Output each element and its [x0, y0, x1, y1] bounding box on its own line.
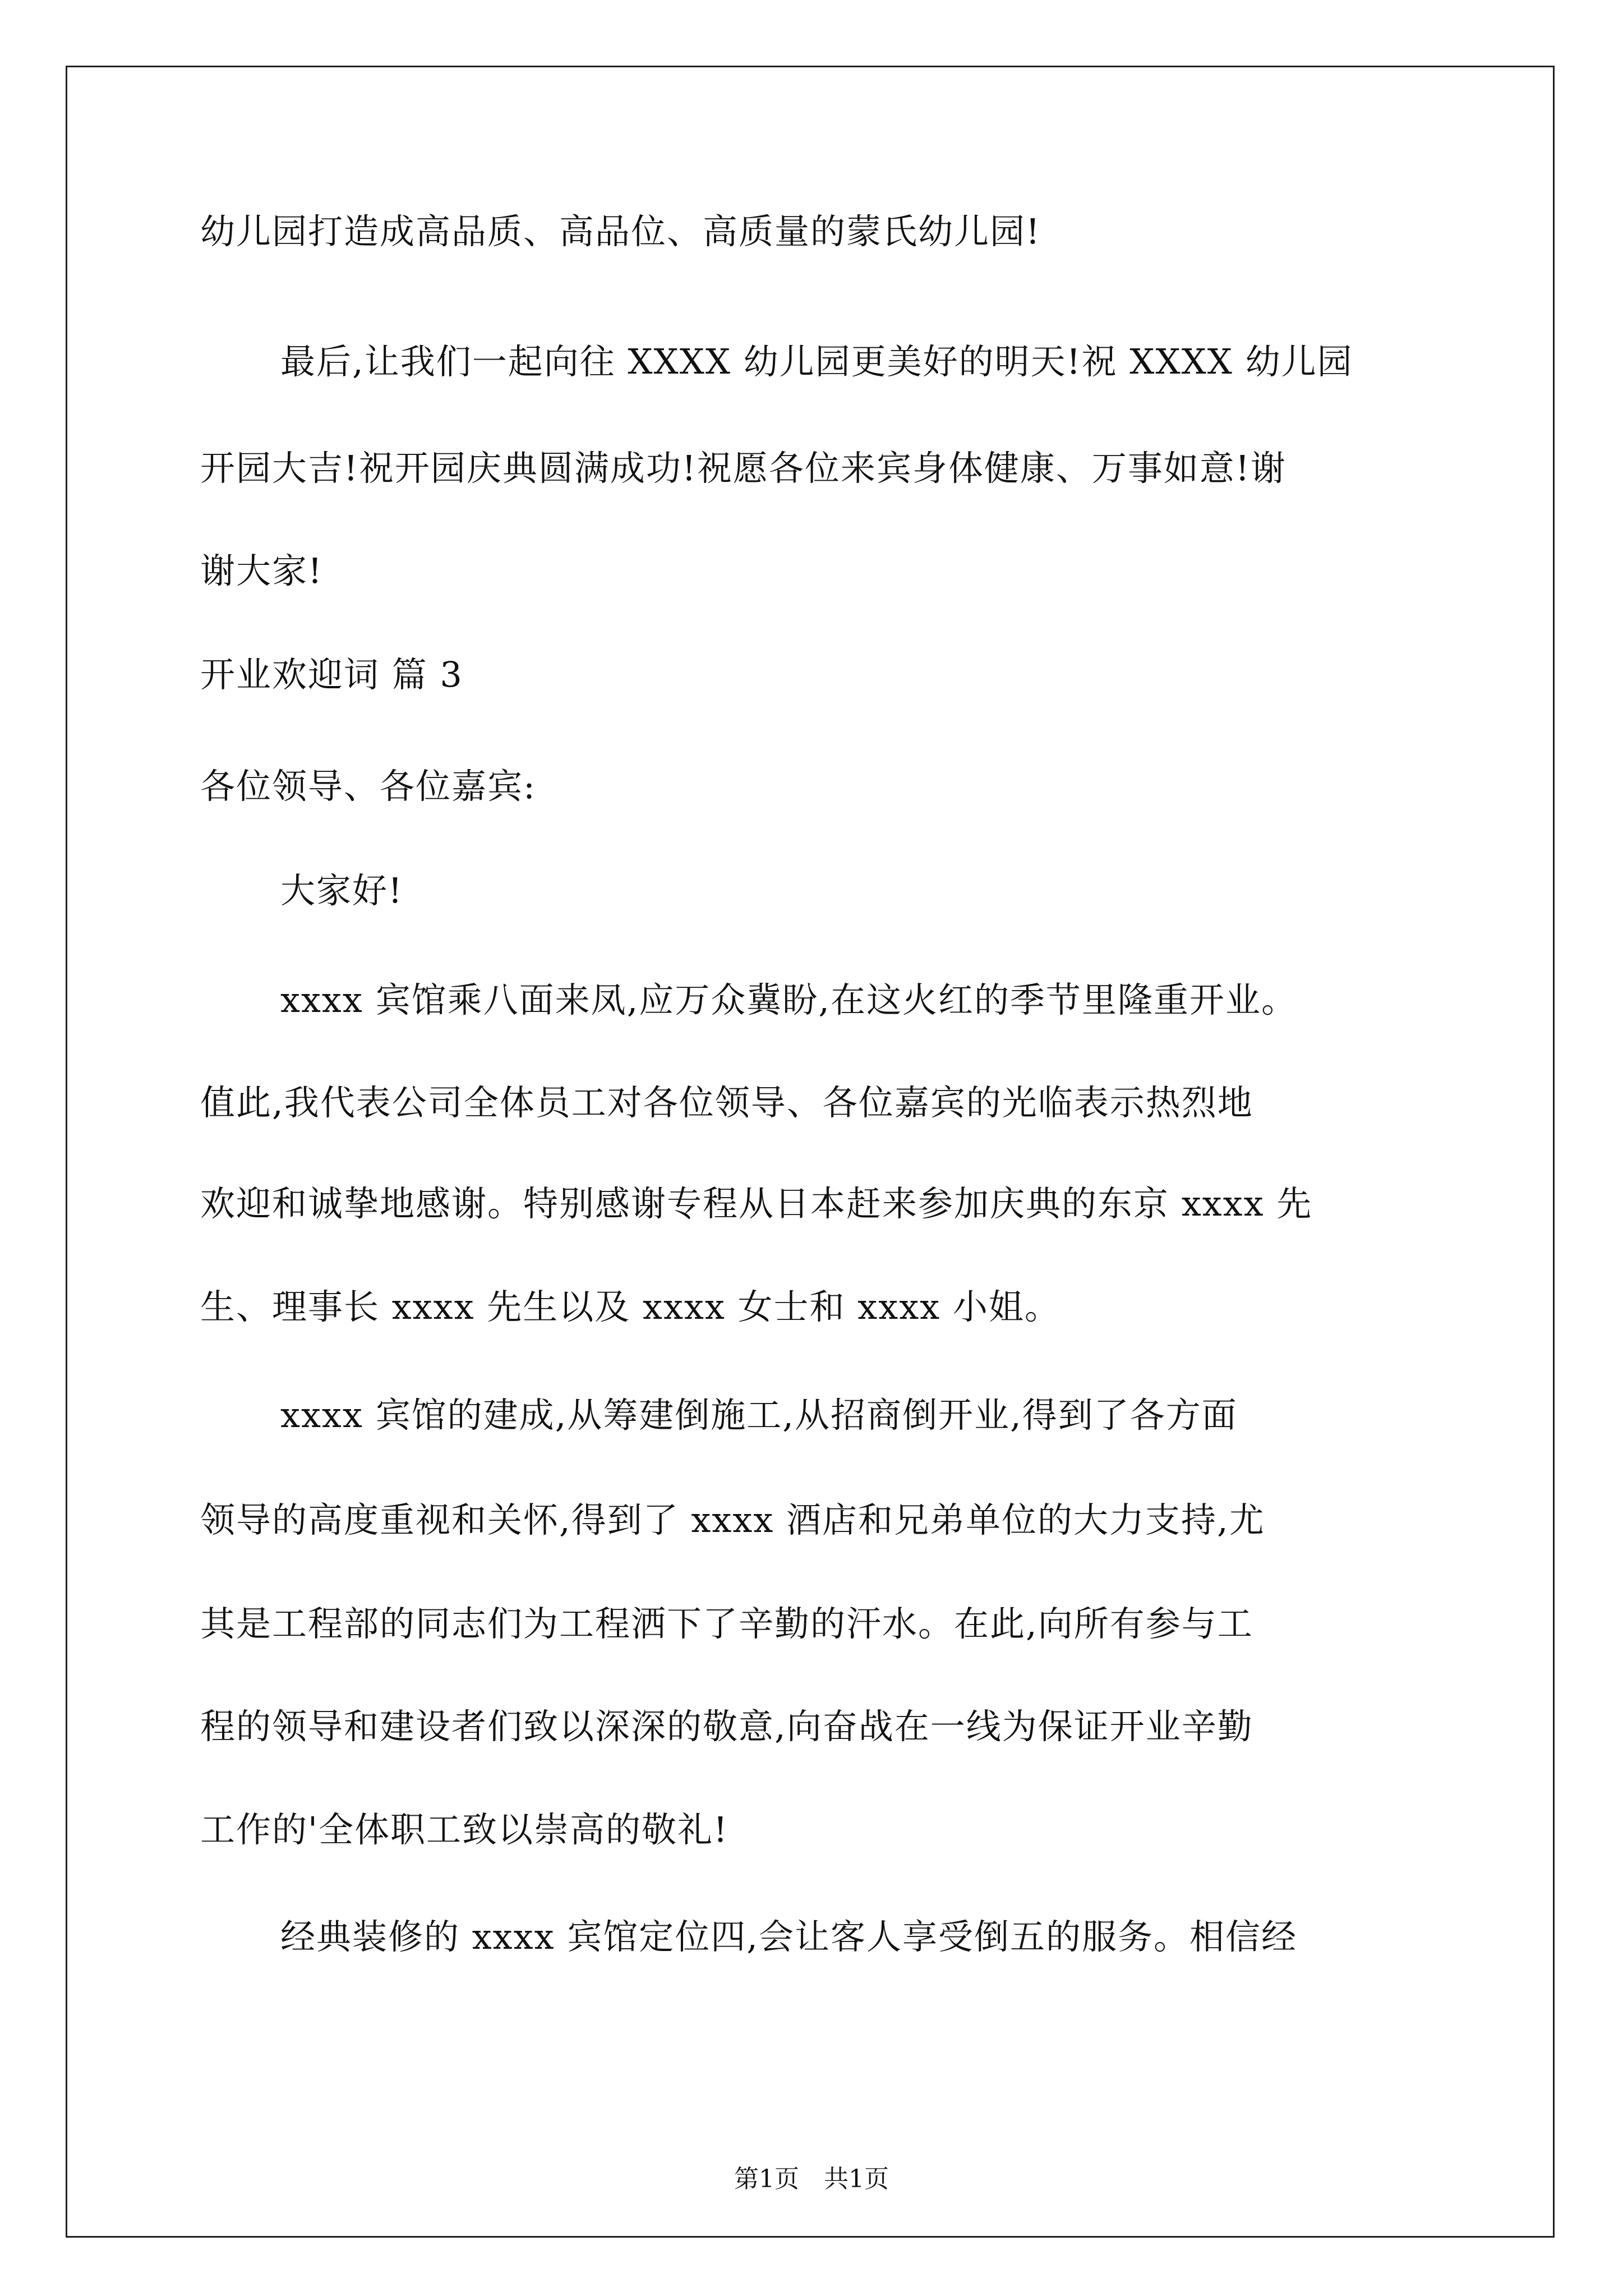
- text-line-16: 工作的'全体职工致以崇高的敬礼!: [200, 1809, 728, 1850]
- text-line-3: 开园大吉!祝开园庆典圆满成功!祝愿各位来宾身体健康、万事如意!谢: [200, 448, 1287, 489]
- text-line-10: 欢迎和诚挚地感谢。特别感谢专程从日本赶来参加庆典的东京 xxxx 先: [200, 1183, 1313, 1224]
- page-footer: 第1页 共1页: [734, 2165, 889, 2193]
- text-line-14: 其是工程部的同志们为工程洒下了辛勤的汗水。在此,向所有参与工: [200, 1603, 1253, 1644]
- text-line-1: 幼儿园打造成高品质、高品位、高质量的蒙氏幼儿园!: [200, 211, 1041, 252]
- section-heading: 开业欢迎词 篇 3: [200, 654, 463, 695]
- text-line-4: 谢大家!: [200, 550, 323, 591]
- text-line-17: 经典装修的 xxxx 宾馆定位四,会让客人享受倒五的服务。相信经: [280, 1916, 1297, 1957]
- text-line-8: xxxx 宾馆乘八面来凤,应万众冀盼,在这火红的季节里隆重开业。: [280, 979, 1297, 1020]
- text-line-15: 程的领导和建设者们致以深深的敬意,向奋战在一线为保证开业辛勤: [200, 1706, 1253, 1747]
- page-border: [66, 66, 1555, 2238]
- text-line-9: 值此,我代表公司全体员工对各位领导、各位嘉宾的光临表示热烈地: [200, 1082, 1253, 1123]
- text-line-13: 领导的高度重视和关怀,得到了 xxxx 酒店和兄弟单位的大力支持,尤: [200, 1499, 1265, 1540]
- text-line-11: 生、理事长 xxxx 先生以及 xxxx 女士和 xxxx 小姐。: [200, 1286, 1061, 1327]
- text-line-12: xxxx 宾馆的建成,从筹建倒施工,从招商倒开业,得到了各方面: [280, 1395, 1238, 1435]
- text-line-2: 最后,让我们一起向往 XXXX 幼儿园更美好的明天!祝 XXXX 幼儿园: [280, 341, 1353, 382]
- salutation: 各位领导、各位嘉宾:: [200, 766, 536, 807]
- greeting: 大家好!: [280, 870, 403, 911]
